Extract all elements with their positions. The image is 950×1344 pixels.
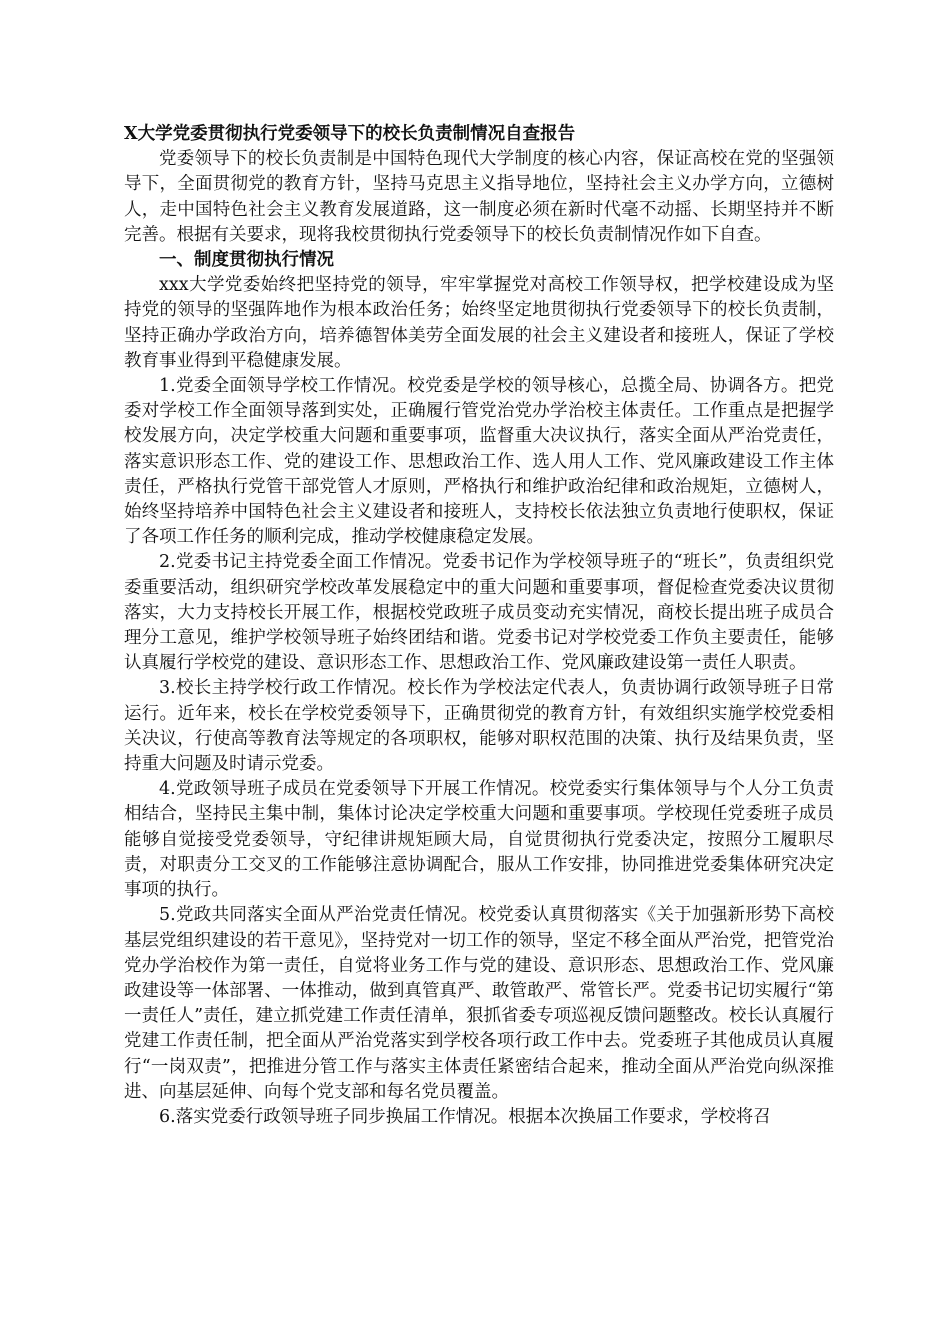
- item-paragraph-6: 6.落实党委行政领导班子同步换届工作情况。根据本次换届工作要求，学校将召: [159, 1106, 771, 1127]
- section-intro-paragraph: xxx大学党委始终把坚持党的领导，牢牢掌握党对高校工作领导权，把学校建设成为坚持党的领导的坚强阵地作为根本政治任务；始终坚定地贯彻执行党委领导下的校长负责制，坚持正确办学政治方向，培养德智体美劳全面发展的社会主义建设者和接班人，保证了学校教育事业得到平稳健康发展。: [124, 275, 834, 371]
- section-heading: 一、制度贯彻执行情况: [159, 250, 334, 271]
- item-paragraph-5: 5.党政共同落实全面从严治党责任情况。校党委认真贯彻落实《关于加强新形势下高校基层党组织建设的若干意见》，坚持党对一切工作的领导，坚定不移全面从严治党，把管党治党办学治校作为第一责任，自觉将业务工作与党的建设、意识形态、思想政治工作、党风廉政建设等一体部署、一体推动，做到真管真严、敢管敢严、常管长严。党委书记切实履行“第一责任人”责任，建立抓党建工作责任清单，狠抓省委专项巡视反馈问题整改。校长认真履行党建工作责任制，把全面从严治党落实到学校各项行政工作中去。党委班子其他成员认真履行“一岗双责”，把推进分管工作与落实主体责任紧密结合起来，推动全面从严治党向纵深推进、向基层延伸、向每个党支部和每名党员覆盖。: [124, 905, 834, 1102]
- item-paragraph-1: 1.党委全面领导学校工作情况。校党委是学校的领导核心，总揽全局、协调各方。把党委对学校工作全面领导落到实处，正确履行管党治党办学治校主体责任。工作重点是把握学校发展方向，决定学校重大问题和重要事项，监督重大决议执行，落实全面从严治党责任，落实意识形态工作、党的建设工作、思想政治工作、选人用人工作、党风廉政建设工作主体责任，严格执行党管干部党管人才原则，严格执行和维护政治纪律和政治规矩，立德树人，始终坚持培养中国特色社会主义建设者和接班人，支持校长依法独立负责地行使职权，保证了各项工作任务的顺利完成，推动学校健康稳定发展。: [124, 376, 834, 548]
- document-title: X大学党委贯彻执行党委领导下的校长负责制情况自查报告: [124, 124, 576, 144]
- intro-paragraph: 党委领导下的校长负责制是中国特色现代大学制度的核心内容，保证高校在党的坚强领导下，全面贯彻党的教育方针，坚持马克思主义指导地位，坚持社会主义办学方向，立德树人，走中国特色社会主义教育发展道路，这一制度必须在新时代毫不动摇、长期坚持并不断完善。根据有关要求，现将我校贯彻执行党委领导下的校长负责制情况作如下自查。: [124, 149, 834, 245]
- item-paragraph-4: 4.党政领导班子成员在党委领导下开展工作情况。校党委实行集体领导与个人分工负责相结合，坚持民主集中制，集体讨论决定学校重大问题和重要事项。学校现任党委班子成员能够自觉接受党委领导，守纪律讲规矩顾大局，自觉贯彻执行党委决定，按照分工履职尽责，对职责分工交叉的工作能够注意协调配合，服从工作安排，协同推进党委集体研究决定事项的执行。: [124, 779, 834, 901]
- item-paragraph-2: 2.党委书记主持党委全面工作情况。党委书记作为学校领导班子的“班长”，负责组织党委重要活动，组织研究学校改革发展稳定中的重大问题和重要事项，督促检查党委决议贯彻落实，大力支持校长开展工作，根据校党政班子成员变动充实情况，商校长提出班子成员合理分工意见，维护学校领导班子始终团结和谐。党委书记对学校党委工作负主要责任，能够认真履行学校党的建设、意识形态工作、思想政治工作、党风廉政建设第一责任人职责。: [124, 552, 834, 674]
- document-page: [124, 122, 834, 1130]
- item-paragraph-3: 3.校长主持学校行政工作情况。校长作为学校法定代表人，负责协调行政领导班子日常运行。近年来，校长在学校党委领导下，正确贯彻党的教育方针，有效组织实施学校党委相关决议，行使高等教育法等规定的各项职权，能够对职权范围的决策、执行及结果负责，坚持重大问题及时请示党委。: [124, 678, 834, 775]
